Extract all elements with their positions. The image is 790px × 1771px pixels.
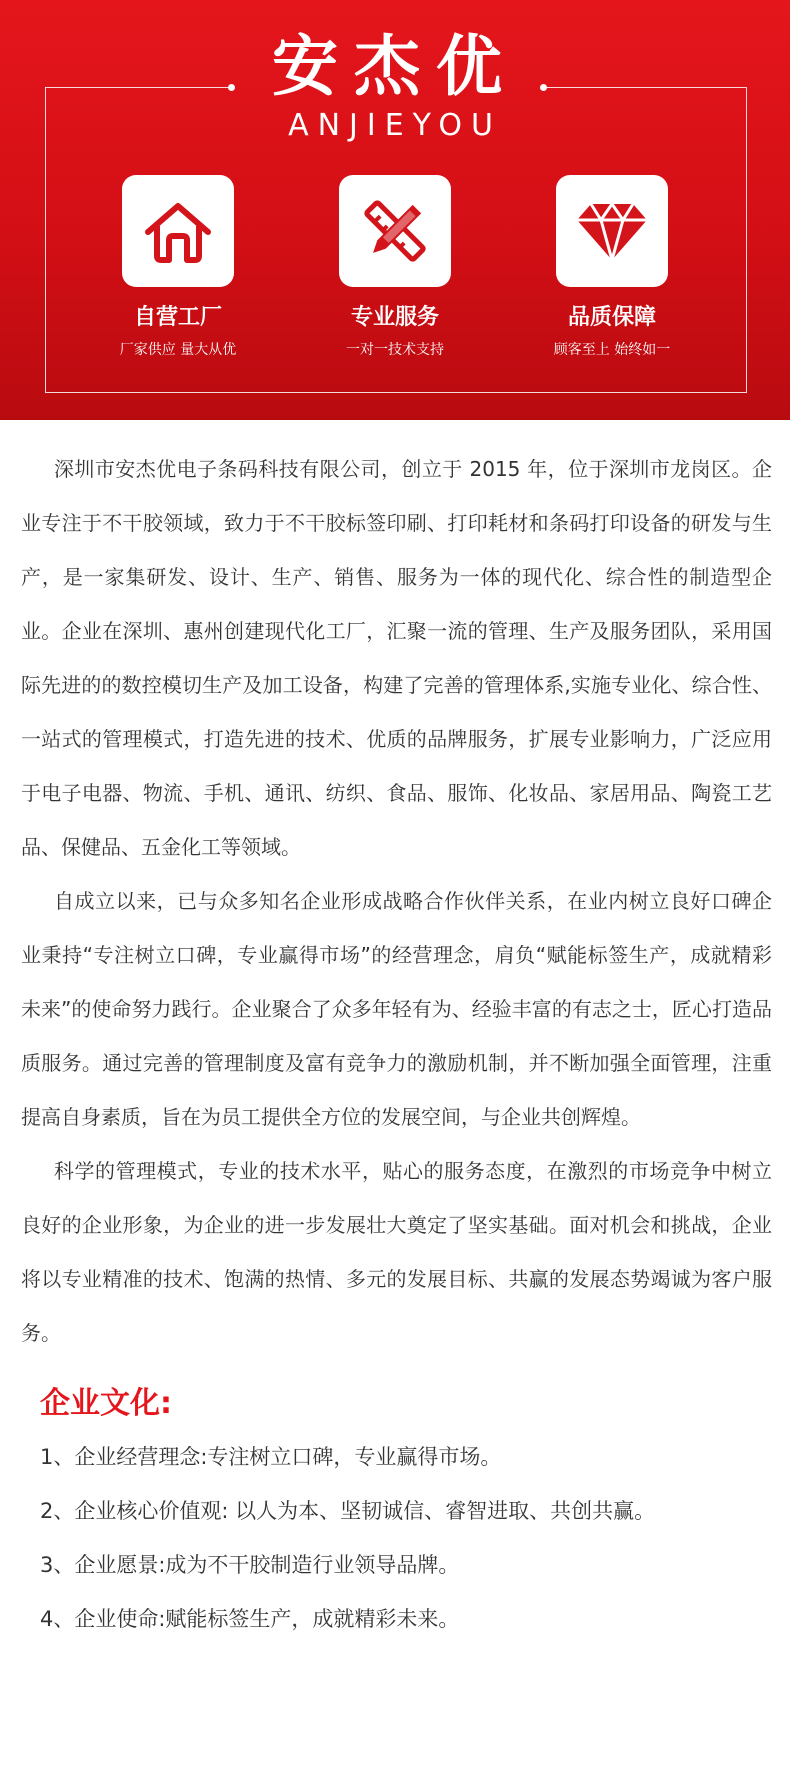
feature-own-factory	[78, 175, 278, 361]
company-intro	[0, 420, 790, 1360]
corporate-culture	[0, 1360, 790, 1646]
culture-item: 3、企业愿景:成为不干胶制造行业领导品牌。	[40, 1553, 460, 1577]
feature-title: 专业服务	[350, 305, 439, 330]
feature-title: 自营工厂	[133, 305, 222, 330]
house-icon	[122, 175, 234, 287]
feature-subtitle: 厂家供应 量大从优	[119, 342, 237, 358]
diamond-icon	[556, 175, 668, 287]
hero-banner	[0, 0, 790, 420]
brand-subtitle: ANJIEYOU	[288, 108, 502, 143]
intro-paragraph: 深圳市安杰优电子条码科技有限公司，创立于 2015 年，位于深圳市龙岗区。企业专注于不干胶领域，致力于不干胶标签印刷、打印耗材和条码打印设备的研发与生产，是一家集研发、设计、生产、销售、服务为一体的现代化、综合性的制造型企业。企业在深圳、惠州创建现代化工厂，汇聚一流的管理、生产及服务团队，采用国际先进的的数控模切生产及加工设备，构建了完善的管理体系,实施专业化、综合性、一站式的管理模式，打造先进的技术、优质的品牌服务，扩展专业影响力，广泛应用于电子电器、物流、手机、通讯、纺织、食品、服饰、化妆品、家居用品、陶瓷工艺品、保健品、五金化工等领域。	[21, 457, 772, 859]
culture-item: 4、企业使命:赋能标签生产，成就精彩未来。	[40, 1607, 460, 1631]
intro-paragraph: 自成立以来，已与众多知名企业形成战略合作伙伴关系，在业内树立良好口碑企业秉持“专注树立口碑，专业赢得市场”的经营理念，肩负“赋能标签生产，成就精彩未来”的使命努力践行。企业聚合了众多年轻有为、经验丰富的有志之士，匠心打造品质服务。通过完善的管理制度及富有竞争力的激励机制，并不断加强全面管理，注重提高自身素质，旨在为员工提供全方位的发展空间，与企业共创辉煌。	[21, 889, 772, 1129]
culture-item: 2、企业核心价值观: 以人为本、坚韧诚信、睿智进取、共创共赢。	[40, 1499, 656, 1523]
feature-subtitle: 顾客至上 始终如一	[553, 342, 671, 358]
brand-title: 安杰优	[272, 28, 518, 105]
feature-subtitle: 一对一技术支持	[346, 342, 444, 358]
culture-list	[21, 1430, 769, 1646]
pencil-ruler-icon	[339, 175, 451, 287]
intro-paragraph: 科学的管理模式，专业的技术水平，贴心的服务态度，在激烈的市场竞争中树立良好的企业形象，为企业的进一步发展壮大奠定了坚实基础。面对机会和挑战，企业将以专业精准的技术、饱满的热情、多元的发展目标、共赢的发展态势竭诚为客户服务。	[21, 1159, 772, 1345]
feature-quality-guarantee	[512, 175, 712, 361]
feature-professional-service	[295, 175, 495, 361]
culture-title: 企业文化:	[40, 1386, 172, 1421]
feature-title: 品质保障	[567, 305, 656, 330]
culture-item: 1、企业经营理念:专注树立口碑，专业赢得市场。	[40, 1445, 502, 1469]
